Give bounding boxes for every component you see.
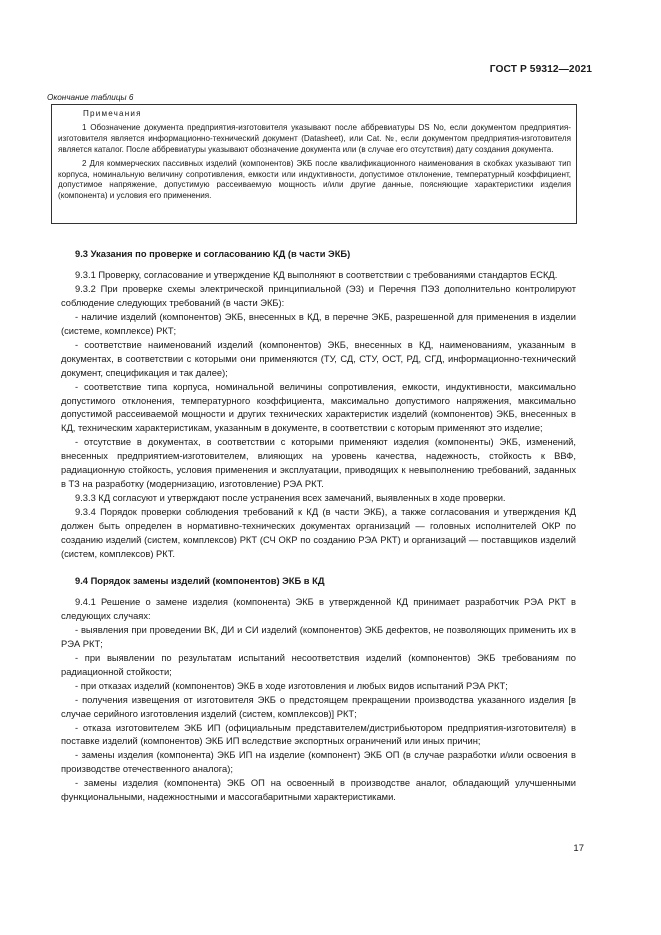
table-continuation-caption: Окончание таблицы 6 [47, 93, 134, 102]
notes-box [51, 104, 577, 224]
paragraph-9-3-4: 9.3.4 Порядок проверки соблюдения требований к КД (в части ЭКБ), а также согласования и утверждения КД должен быть определен в нормативно-технических документах организаций — головных исполнителей ОКР по созданию изделий (систем, комплексов) РКТ (СЧ ОКР по созданию РЭА РКТ) и организаций — поставщиков изделий (систем, комплексов) РКТ. [61, 507, 576, 560]
list-item: - при выявлении по результатам испытаний несоответствия изделий (компонентов) ЭКБ требованиям по радиационной стойкости; [61, 652, 576, 677]
list-item: - соответствие наименований изделий (компонентов) ЭКБ, внесенных в КД, наименованиям, указанным в документах, в соответствии с которыми они применяются (ТУ, СД, СТУ, ОСТ, РД, СГД, информационно-технический документ, спецификация и так далее); [61, 339, 576, 378]
page-number: 17 [573, 843, 584, 854]
list-item: - при отказах изделий (компонентов) ЭКБ в ходе изготовления и любых видов испытаний РЭА РКТ; [75, 680, 508, 691]
list-item: - замены изделия (компонента) ЭКБ ИП на изделие (компонент) ЭКБ ОП (в случае разработки и/или освоения в производстве отечественного аналога); [61, 750, 576, 775]
note-item-2: 2 Для коммерческих пассивных изделий (компонентов) ЭКБ после квалификационного наименования в скобках указывают тип корпуса, номинальную величину сопротивления, емкости или индуктивности, допустимое отклонение, температурный коэффициент, допустимое напряжение, допустимую рассеиваемую мощность и/или другие данные, поясняющие характеристики изделия (компонента) и условия его применения. [58, 158, 571, 201]
paragraph-9-3-1: 9.3.1 Проверку, согласование и утверждение КД выполняют в соответствии с требованиями стандартов ЕСКД. [75, 269, 558, 280]
list-item: - наличие изделий (компонентов) ЭКБ, внесенных в КД, в перечне ЭКБ, разрешенной для применения в изделии (системе, комплексе) РКТ; [61, 311, 576, 336]
section-9-4-title: 9.4 Порядок замены изделий (компонентов) ЭКБ в КД [75, 575, 325, 586]
list-item: - получения извещения от изготовителя ЭКБ о предстоящем прекращении производства указанного изделия [в случае серийного изготовления изделий (систем, комплексов)] РКТ; [61, 694, 576, 719]
body-text [61, 248, 576, 805]
notes-heading: Примечания [83, 109, 142, 118]
paragraph-9-4-1: 9.4.1 Решение о замене изделия (компонента) ЭКБ в утвержденной КД принимает разработчик РЭА РКТ в следующих случаях: [61, 596, 576, 621]
list-item: - отказа изготовителем ЭКБ ИП (официальным представителем/дистрибьютором предприятия-изготовителя) в поставке изделий (компонентов) ЭКБ ИП вследствие экспортных ограничений или иных причин; [61, 722, 576, 747]
paragraph-9-3-2: 9.3.2 При проверке схемы электрической принципиальной (Э3) и Перечня ПЭ3 дополнительно контролируют соблюдение следующих требований (в части ЭКБ): [61, 283, 576, 308]
list-item: - соответствие типа корпуса, номинальной величины сопротивления, емкости, индуктивности, максимально допустимого отклонения, температурного коэффициента, максимально допустимого напряжения, максимально допустимой рассеиваемой мощности и других технических характеристик изделий (компонентов) ЭКБ, внесенных в КД, техническим характеристикам, указанным в документе, в соответствии с которым применяют это изделие; [61, 381, 576, 434]
list-item: - выявления при проведении ВК, ДИ и СИ изделий (компонентов) ЭКБ дефектов, не позволяющих применить их в РЭА РКТ; [61, 624, 576, 649]
section-9-3-title: 9.3 Указания по проверке и согласованию КД (в части ЭКБ) [75, 249, 351, 259]
standard-code: ГОСТ Р 59312—2021 [489, 64, 592, 75]
paragraph-9-3-3: 9.3.3 КД согласуют и утверждают после устранения всех замечаний, выявленных в ходе проверки. [75, 493, 506, 504]
note-item-1: 1 Обозначение документа предприятия-изготовителя указывают после аббревиатуры DS No, если документом предприятия-изготовителя является информационно-технический документ (Datasheet), или Cat. №, если документом предприятия-изготовителя является каталог. После аббревиатуры указывают обозначение документа или (в случае его отсутствия) дату создания документа. [58, 122, 571, 154]
list-item: - отсутствие в документах, в соответствии с которыми применяют изделия (компоненты) ЭКБ, изменений, внесенных предприятием-изготовителем, влияющих на уровень качества, надежность, стойкость к ВВФ, радиационную стойкость, условия применения и эксплуатации, приводящих к невыполнению требований, заданных в ТЗ на разработку (модернизацию, изготовление) РЭА РКТ. [61, 437, 576, 490]
list-item: - замены изделия (компонента) ЭКБ ОП на освоенный в производстве аналог, обладающий улучшенными функциональными, надежностными и массогабаритными характеристиками. [61, 778, 576, 803]
